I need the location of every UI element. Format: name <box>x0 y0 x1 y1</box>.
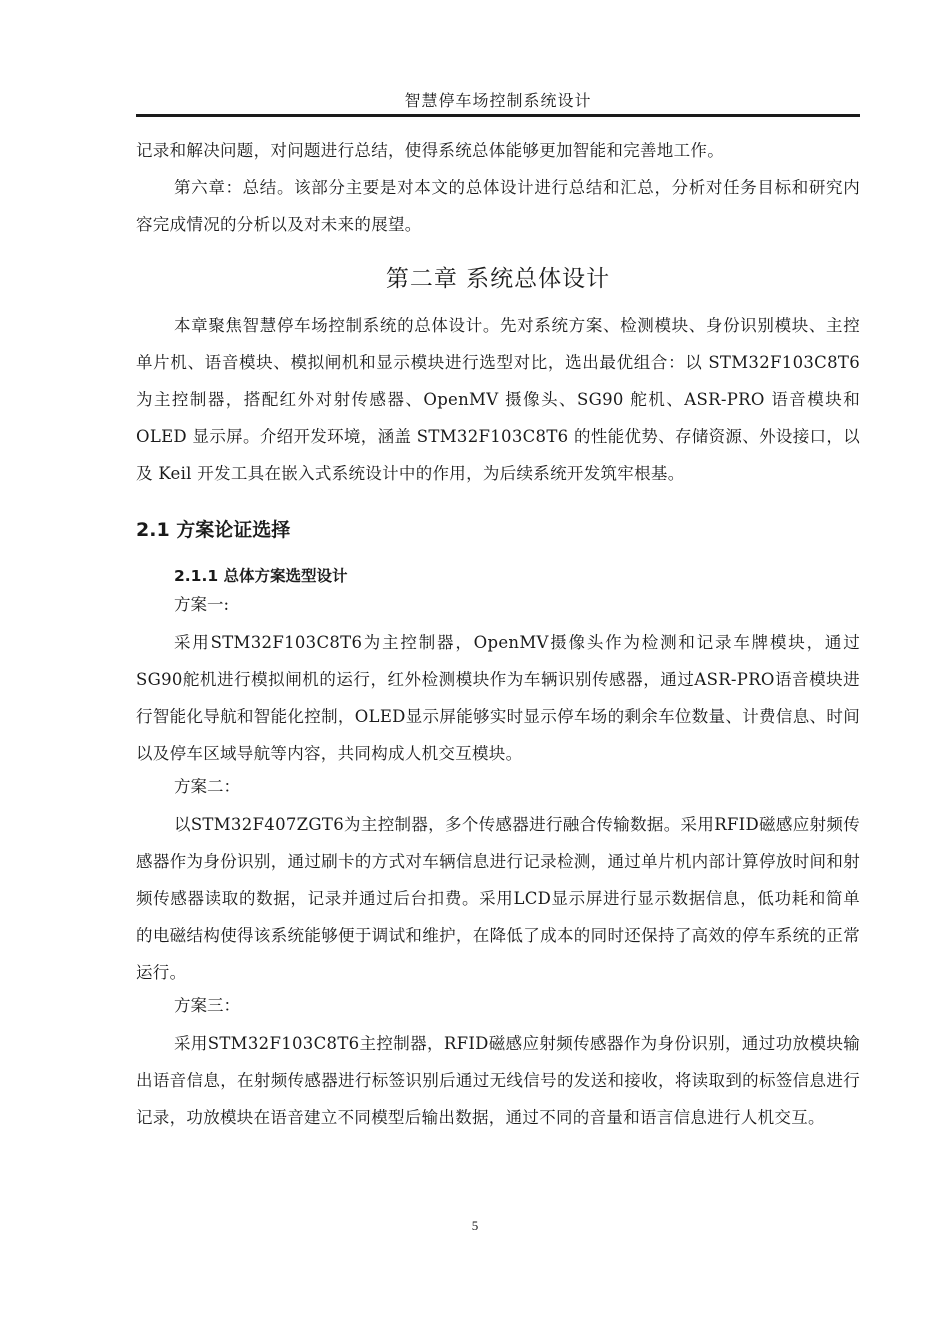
page-body <box>136 132 860 1136</box>
plan-2-paragraph: 以STM32F407ZGT6为主控制器，多个传感器进行融合传输数据。采用RFID磁感应射频传感器作为身份识别，通过刷卡的方式对车辆信息进行记录检测，通过单片机内部计算停放时间和射频传感器读取的数据，记录并通过后台扣费。采用LCD显示屏进行显示数据信息，低功耗和简单的电磁结构使得该系统能够便于调试和维护，在降低了成本的同时还保持了高效的停车系统的正常运行。 <box>136 815 860 982</box>
plan-1-label: 方案一: <box>174 595 230 614</box>
chapter-title: 第二章 系统总体设计 <box>385 266 611 292</box>
plan-2-label: 方案二： <box>174 777 240 796</box>
running-header: 智慧停车场控制系统设计 <box>136 88 860 117</box>
page-number: 5 <box>471 1218 479 1233</box>
chapter-intro-paragraph: 本章聚焦智慧停车场控制系统的总体设计。先对系统方案、检测模块、身份识别模块、主控单片机、语音模块、模拟闸机和显示模块进行选型对比，选出最优组合：以 STM32F103C8T6 为主控制器，搭配红外对射传感器、OpenMV 摄像头、SG90 舵机、ASR-PRO 语音模块和 OLED 显示屏。介绍开发环境，涵盖 STM32F103C8T6 的性能优势、存储资源、外设接口，以及 Keil 开发工具在嵌入式系统设计中的作用，为后续系统开发筑牢根基。 <box>136 316 860 483</box>
intro-paragraph-2: 第六章：总结。该部分主要是对本文的总体设计进行总结和汇总，分析对任务目标和研究内容完成情况的分析以及对未来的展望。 <box>136 178 860 234</box>
plan-3-label: 方案三： <box>174 996 240 1015</box>
plan-1-paragraph: 采用STM32F103C8T6为主控制器，OpenMV摄像头作为检测和记录车牌模块，通过SG90舵机进行模拟闸机的运行，红外检测模块作为车辆识别传感器，通过ASR-PRO语音模块进行智能化导航和智能化控制，OLED显示屏能够实时显示停车场的剩余车位数量、计费信息、时间以及停车区域导航等内容，共同构成人机交互模块。 <box>136 633 860 763</box>
plan-3-paragraph: 采用STM32F103C8T6主控制器，RFID磁感应射频传感器作为身份识别，通过功放模块输出语音信息，在射频传感器进行标签识别后通过无线信号的发送和接收，将读取到的标签信息进行记录，功放模块在语音建立不同模型后输出数据，通过不同的音量和语言信息进行人机交互。 <box>136 1034 860 1127</box>
subsection-title: 2.1.1 总体方案选型设计 <box>174 567 348 585</box>
section-title: 2.1 方案论证选择 <box>136 519 291 541</box>
intro-paragraph-1: 记录和解决问题，对问题进行总结，使得系统总体能够更加智能和完善地工作。 <box>136 141 724 160</box>
